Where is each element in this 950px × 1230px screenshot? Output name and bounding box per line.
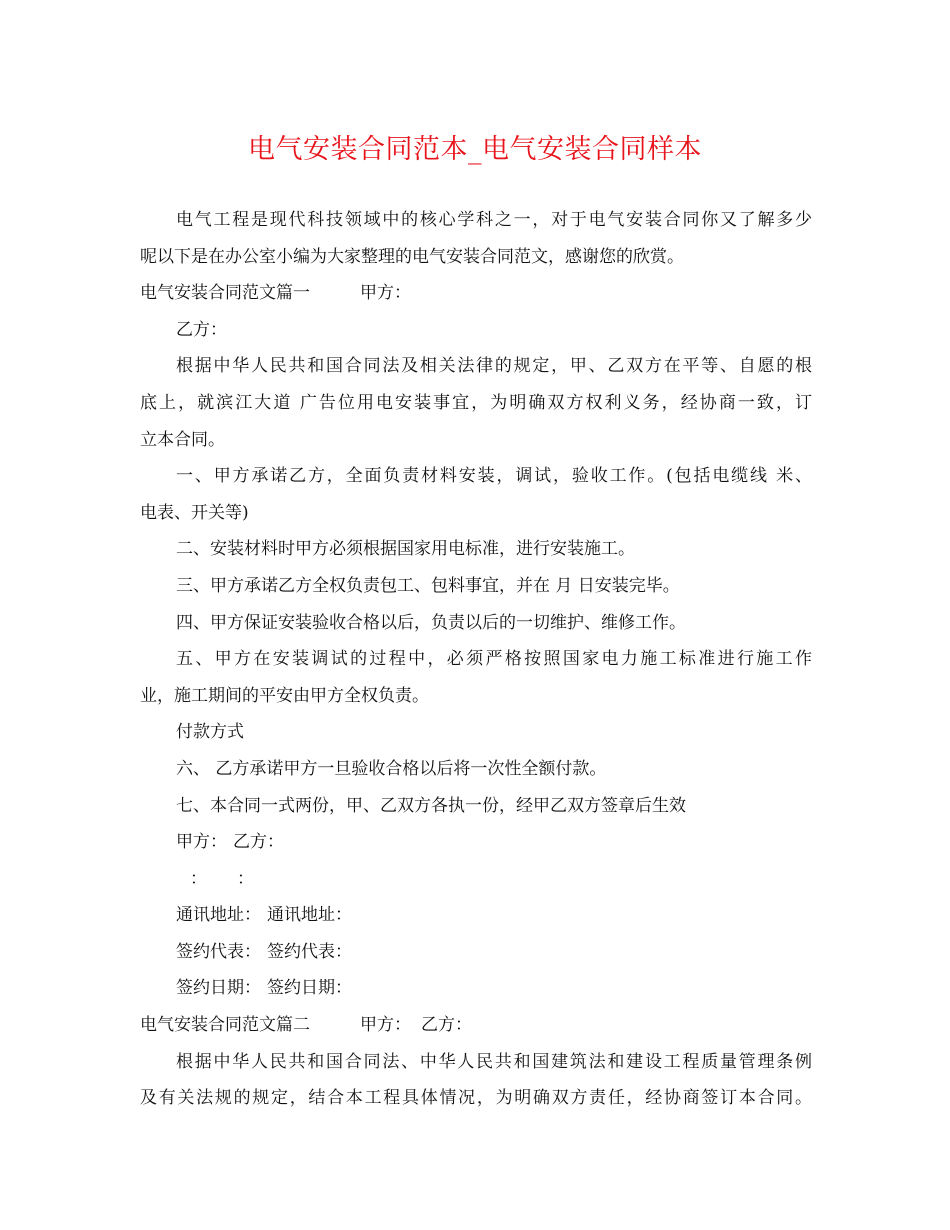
section-2-party-a-label: 甲方：	[360, 1015, 411, 1036]
clause-3: 三、甲方承诺乙方全权负责包工、包料事宜，并在 月 日安装完毕。	[176, 575, 680, 596]
sign-colon-a: ：	[190, 868, 207, 889]
clause-1-line-1: 一、甲方承诺乙方，全面负责材料安装，调试，验收工作。(包括电缆线 米、	[176, 466, 812, 487]
section-1-party-b-label: 乙方：	[176, 319, 227, 340]
section-1-heading: 电气安装合同范文篇一	[140, 283, 310, 304]
sign-party-a: 甲方：	[176, 832, 227, 853]
sign-address-b: 通讯地址：	[267, 905, 352, 926]
section-2-heading: 电气安装合同范文篇二	[140, 1015, 310, 1036]
sign-rep-a: 签约代表：	[176, 941, 261, 962]
clause-5-line-2: 业，施工期间的平安由甲方全权负责。	[140, 685, 429, 706]
sign-address-a: 通讯地址：	[176, 905, 261, 926]
clause-5-line-1: 五、甲方在安装调试的过程中，必须严格按照国家电力施工标准进行施工作	[176, 649, 812, 670]
section-1-party-a-label: 甲方：	[360, 283, 411, 304]
intro-line-1: 电气工程是现代科技领域中的核心学科之一，对于电气安装合同你又了解多少	[176, 210, 812, 230]
section-1-heading-row	[140, 275, 812, 312]
sign-date-b: 签约日期：	[267, 978, 352, 999]
page-title: 电气安装合同范本_电气安装合同样本	[248, 134, 702, 165]
section-2-para-line-1: 根据中华人民共和国合同法、中华人民共和国建筑法和建设工程质量管理条例	[176, 1051, 812, 1072]
section-2-party-b-label: 乙方：	[421, 1015, 472, 1036]
section-1-para-line-3: 立本合同。	[140, 429, 225, 450]
clause-2: 二、安装材料时甲方必须根据国家用电标准，进行安装施工。	[176, 539, 635, 560]
sign-rep-b: 签约代表：	[267, 941, 352, 962]
clause-1-line-2: 电表、开关等)	[140, 502, 249, 523]
section-1-para-line-2: 底上，就滨江大道 广告位用电安装事宜，为明确双方权利义务，经协商一致，订	[140, 392, 812, 413]
sign-date-a: 签约日期：	[176, 978, 261, 999]
sign-party-b: 乙方：	[233, 832, 284, 853]
sign-address-row	[140, 897, 812, 934]
sign-rep-row	[140, 934, 812, 971]
section-2-heading-row	[140, 1007, 812, 1044]
sign-colon-row	[140, 861, 812, 898]
sign-date-row	[140, 970, 812, 1007]
payment-heading: 付款方式	[176, 722, 244, 743]
section-1-para-line-1: 根据中华人民共和国合同法及相关法律的规定，甲、乙双方在平等、自愿的根	[176, 356, 812, 377]
sign-party-row	[140, 824, 812, 861]
intro-line-2: 呢以下是在办公室小编为大家整理的电气安装合同范文，感谢您的欣赏。	[140, 246, 684, 267]
section-2-para-line-2: 及有关法规的规定，结合本工程具体情况，为明确双方责任，经协商签订本合同。	[140, 1088, 812, 1109]
document-body	[140, 202, 812, 1117]
sign-colon-b: ：	[237, 868, 254, 889]
clause-7: 七、本合同一式两份，甲、乙双方各执一份，经甲乙双方签章后生效	[176, 795, 686, 816]
clause-6: 六、 乙方承诺甲方一旦验收合格以后将一次性全额付款。	[176, 758, 607, 779]
clause-4: 四、甲方保证安装验收合格以后，负责以后的一切维护、维修工作。	[176, 612, 686, 633]
